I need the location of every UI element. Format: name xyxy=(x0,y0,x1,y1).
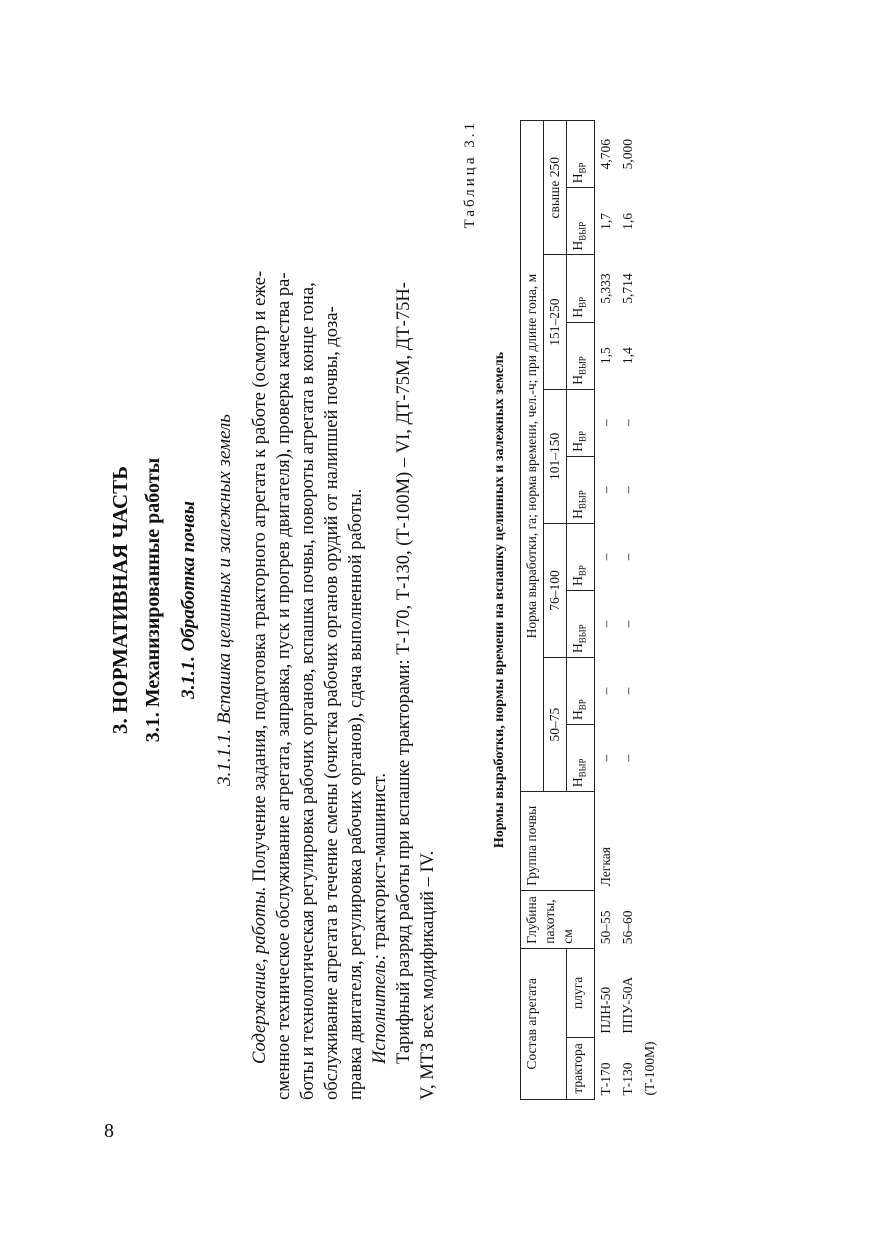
header-nvr-5: $Н_{ВР}$ xyxy=(567,121,595,188)
topic-heading: 3.1.1.1. Вспашка целинных и залежных земель xyxy=(214,414,235,786)
content-text-1: Получение задания, подготовка тракторного агрегата к работе (осмотр и еже- xyxy=(250,270,270,882)
rotated-page-content xyxy=(90,100,710,1100)
cell-value: 5,333 xyxy=(597,273,613,304)
performer-label: Исполнитель: xyxy=(370,954,390,1064)
cell-value xyxy=(639,590,661,657)
cell-value: – xyxy=(619,419,635,427)
cell-value xyxy=(639,658,661,725)
cell-value xyxy=(639,389,661,456)
cell-value xyxy=(639,255,661,322)
content-line-3: боты и технологическая регулировка рабочих органов, вспашка почвы, повороты агрегата в конце гона, xyxy=(298,282,318,1100)
table-label: Таблица 3.1 xyxy=(462,120,478,229)
cell-value xyxy=(639,456,661,523)
cell-value: – xyxy=(619,754,635,762)
header-row-3 xyxy=(567,121,595,1100)
section-heading: 3.1. Механизированные работы xyxy=(142,457,164,743)
header-composition: Состав агрегата xyxy=(521,948,567,1099)
cell-value: 1,6 xyxy=(619,212,635,230)
page-number: 8 xyxy=(104,1120,114,1142)
cell-value: – xyxy=(597,754,613,762)
cell-soil: Легкая xyxy=(597,847,613,887)
cell-value: 1,7 xyxy=(597,212,613,230)
cell-plough: ПЛН-50 xyxy=(597,986,613,1034)
cell-value: – xyxy=(597,620,613,628)
header-nvyr-1: $Н_{ВЫР}$ xyxy=(567,724,595,791)
header-nvr-1: $Н_{ВР}$ xyxy=(567,658,595,725)
header-brand-tractor: трактора xyxy=(567,1038,595,1100)
subsection-heading: 3.1.1. Обработка почвы xyxy=(178,501,199,699)
header-nvyr-3: $Н_{ВЫР}$ xyxy=(567,456,595,523)
table-body xyxy=(594,121,661,1100)
cell-depth xyxy=(639,890,661,948)
cell-depth: 50–55 xyxy=(597,910,613,945)
header-nvyr-5: $Н_{ВЫР}$ xyxy=(567,188,595,255)
cell-soil xyxy=(639,792,661,891)
header-range-3: 101–150 xyxy=(544,389,567,523)
norms-table xyxy=(520,120,661,1100)
cell-value: – xyxy=(619,486,635,494)
cell-tractor: Т-130 xyxy=(619,1062,635,1096)
header-range-5: свыше 250 xyxy=(544,121,567,255)
cell-value: 5,714 xyxy=(619,273,635,304)
cell-value: 1,5 xyxy=(597,347,613,365)
cell-value: – xyxy=(619,620,635,628)
tariff-line-1: Тарифный разряд работы при вспашке тракторами: Т-170, Т-130, (Т-100М) – VI, ДТ-75М, ДТ-75Н- xyxy=(394,282,414,1064)
header-nvyr-4: $Н_{ВЫР}$ xyxy=(567,322,595,389)
cell-value: – xyxy=(619,687,635,695)
content-line-2: сменное техническое обслуживание агрегата, заправка, пуск и прогрев двигателя), проверка качества ра- xyxy=(274,272,294,1100)
header-brand-plough: плуга xyxy=(567,948,595,1037)
header-nvr-2: $Н_{ВР}$ xyxy=(567,523,595,590)
cell-value: – xyxy=(597,553,613,561)
cell-value: 5,000 xyxy=(619,138,635,170)
cell-tractor: Т-170 xyxy=(597,1062,613,1096)
cell-depth: 56–60 xyxy=(619,910,635,945)
header-nvr-3: $Н_{ВР}$ xyxy=(567,389,595,456)
header-nvyr-2: $Н_{ВЫР}$ xyxy=(567,590,595,657)
performer-text: тракторист-машинист. xyxy=(370,773,390,950)
cell-plough: ППУ-50А xyxy=(619,976,635,1034)
header-nvr-4: $Н_{ВР}$ xyxy=(567,255,595,322)
header-norms: Норма выработки, га; норма времени, чел.-ч; при длине гона, м xyxy=(521,121,544,792)
cell-value xyxy=(639,523,661,590)
chapter-heading: 3. НОРМАТИВНАЯ ЧАСТЬ xyxy=(108,465,132,735)
cell-value: – xyxy=(597,486,613,494)
header-range-4: 151–250 xyxy=(544,255,567,389)
cell-value: – xyxy=(597,419,613,427)
header-row-1 xyxy=(521,121,544,1100)
table-row xyxy=(594,121,617,1100)
header-range-1: 50–75 xyxy=(544,658,567,792)
cell-value xyxy=(639,322,661,389)
content-line-1 xyxy=(250,271,271,1064)
header-soil-group: Группа почвы xyxy=(521,792,595,891)
performer-line xyxy=(370,773,391,1064)
cell-value: 1,4 xyxy=(619,347,635,365)
cell-soil xyxy=(617,792,639,891)
table-title: Нормы выработки, нормы времени на вспашку целинных и залежных земель xyxy=(492,351,507,849)
table-row xyxy=(617,121,639,1100)
content-label: Содержание, работы. xyxy=(250,886,270,1064)
cell-value xyxy=(639,724,661,791)
cell-value xyxy=(639,121,661,188)
cell-value xyxy=(639,188,661,255)
content-line-5: правка двигателя, регулировка рабочих органов), сдача выполненной работы. xyxy=(346,488,366,1100)
tariff-line-2: V, МТЗ всех модификаций – IV. xyxy=(418,850,438,1100)
cell-value: – xyxy=(619,553,635,561)
cell-plough xyxy=(639,948,661,1037)
content-line-4: обслуживание агрегата в течение смены (очистка рабочих органов орудий от налипшей почвы, доза- xyxy=(322,306,342,1100)
cell-tractor: (Т-100М) xyxy=(641,1041,657,1096)
header-range-2: 76–100 xyxy=(544,523,567,657)
cell-value: – xyxy=(597,687,613,695)
cell-value: 4,706 xyxy=(597,138,613,170)
table-row xyxy=(639,121,661,1100)
header-depth: Глубина пахоты, см xyxy=(521,890,595,948)
